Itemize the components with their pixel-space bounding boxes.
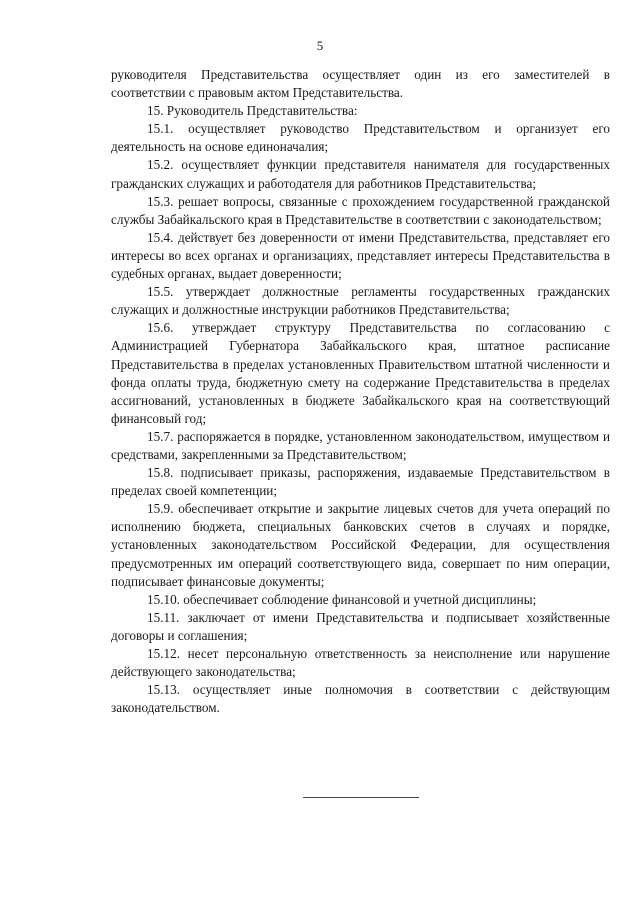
paragraph-15-3: 15.3. решает вопросы, связанные с прохождением государственной гражданской службы Забайкальского края в Представительстве в соответствии с законодательством; [111,193,610,227]
paragraph-15-10: 15.10. обеспечивает соблюдение финансовой и учетной дисциплины; [147,591,537,607]
document-body [111,66,610,717]
paragraph-continuation: руководителя Представительства осуществляет один из его заместителей в соответствии с правовым актом Представительства. [111,67,610,101]
paragraph-15-7: 15.7. распоряжается в порядке, установленном законодательством, имуществом и средствами, закрепленными за Представительством; [111,428,610,462]
page-number: 5 [316,38,324,53]
paragraph-15-1: 15.1. осуществляет руководство Представительством и организует его деятельность на основе единоначалия; [111,121,610,155]
paragraph-15-12: 15.12. несет персональную ответственность за неисполнение или нарушение действующего законодательства; [111,646,610,680]
paragraph-15-2: 15.2. осуществляет функции представителя нанимателя для государственных гражданских служащих и работодателя для работников Представительства; [111,157,610,191]
paragraph-15: 15. Руководитель Представительства: [147,103,358,119]
paragraph-15-6: 15.6. утверждает структуру Представительства по согласованию с Администрацией Губернатора Забайкальского края, штатное расписание Представительства в пределах установленных Правительством штатной численности и фонда оплаты труда, бюджетную смету на содержание Представительства в пределах ассигнований, установленных в бюджете Забайкальского края на соответствующий финансовый год; [111,320,610,426]
paragraph-15-5: 15.5. утверждает должностные регламенты государственных гражданских служащих и должностные инструкции работников Представительства; [111,284,610,318]
paragraph-15-8: 15.8. подписывает приказы, распоряжения, издаваемые Представительством в пределах своей компетенции; [111,465,610,499]
closing-divider [303,797,419,798]
paragraph-15-9: 15.9. обеспечивает открытие и закрытие лицевых счетов для учета операций по исполнению бюджета, специальных банковских счетов в случаях и порядке, установленных законодательством Российской Федерации, для осуществления предусмотренных им операций соответствующего вида, совершает по ним операции, подписывает финансовые документы; [111,501,610,589]
paragraph-15-4: 15.4. действует без доверенности от имени Представительства, представляет его интересы во всех органах и организациях, представляет интересы Представительства в судебных органах, выдает доверенности; [111,229,610,282]
paragraph-15-13: 15.13. осуществляет иные полномочия в соответствии с действующим законодательством. [111,682,610,716]
paragraph-15-11: 15.11. заключает от имени Представительства и подписывает хозяйственные договоры и соглашения; [111,609,610,643]
